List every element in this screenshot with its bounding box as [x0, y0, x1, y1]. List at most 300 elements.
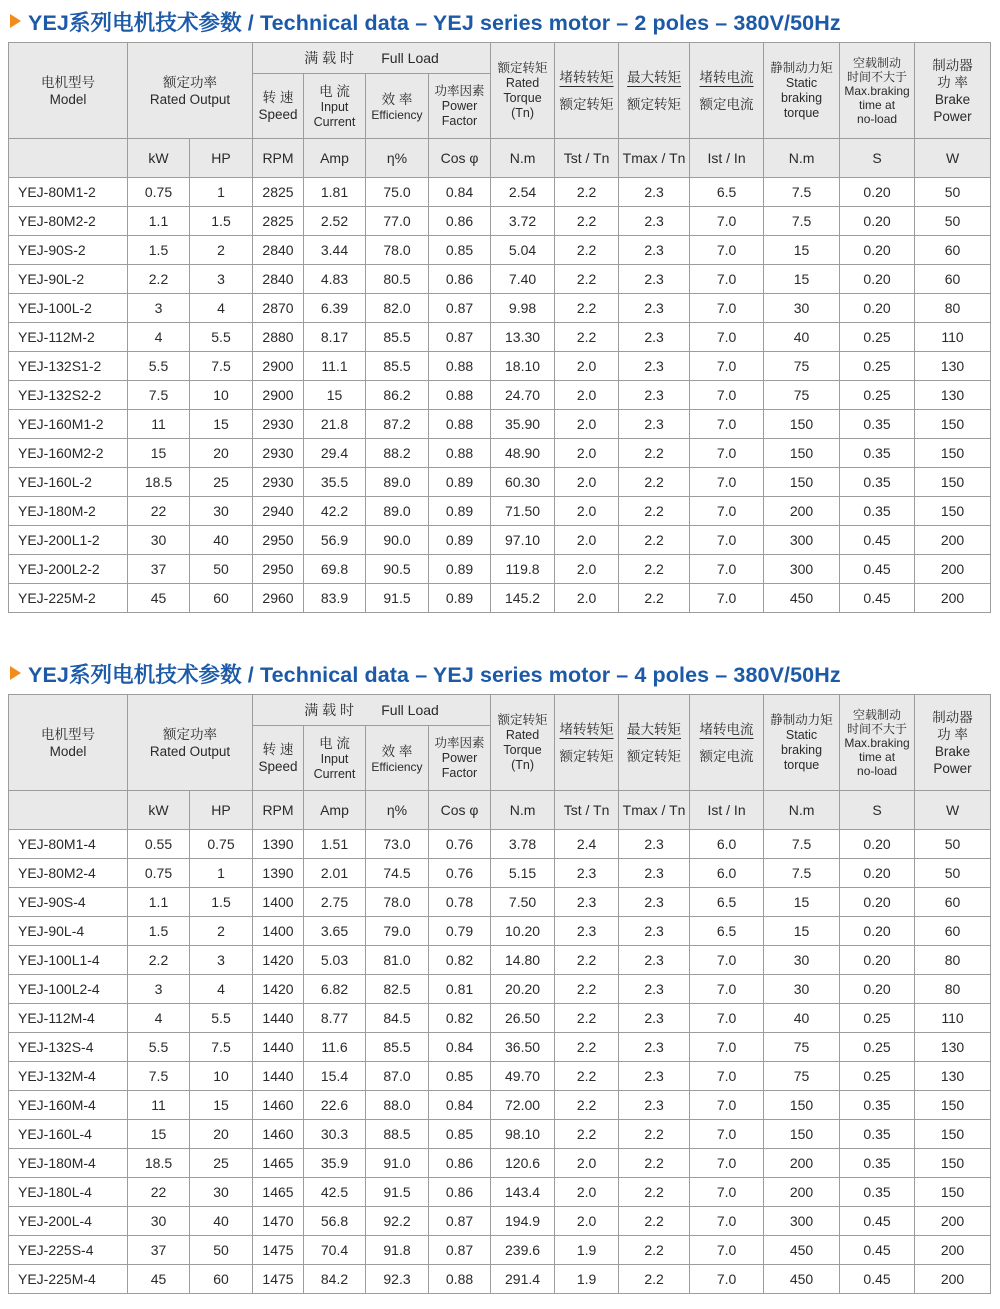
value-cell: 91.5 — [366, 584, 429, 613]
value-cell: 150 — [764, 468, 840, 497]
value-cell: 88.5 — [366, 1120, 429, 1149]
value-cell: 150 — [915, 410, 991, 439]
value-cell: 200 — [915, 555, 991, 584]
table-row — [9, 236, 991, 265]
header-pf-cn: 功率因素 — [434, 83, 485, 98]
value-cell: 7.0 — [690, 1265, 764, 1294]
value-cell: 0.45 — [840, 1207, 915, 1236]
table-row — [9, 584, 991, 613]
unit-cell: RPM — [253, 139, 304, 178]
table-row — [9, 1062, 991, 1091]
unit-cell: Ist / In — [690, 791, 764, 830]
value-cell: 10.20 — [491, 917, 555, 946]
header-locked-current — [690, 695, 764, 791]
value-cell: 1.1 — [128, 888, 190, 917]
header-current-en2: Current — [313, 114, 356, 129]
value-cell: 0.87 — [429, 1236, 491, 1265]
value-cell: 0.20 — [840, 888, 915, 917]
header-braking-time-en2: time at — [859, 97, 896, 112]
model-cell: YEJ-90S-2 — [9, 236, 128, 265]
value-cell: 5.5 — [128, 352, 190, 381]
table-row — [9, 946, 991, 975]
value-cell: 13.30 — [491, 323, 555, 352]
header-locked-current — [690, 43, 764, 139]
unit-cell: kW — [128, 139, 190, 178]
value-cell: 78.0 — [366, 236, 429, 265]
model-cell: YEJ-112M-4 — [9, 1004, 128, 1033]
model-cell: YEJ-132S-4 — [9, 1033, 128, 1062]
model-cell: YEJ-225M-4 — [9, 1265, 128, 1294]
value-cell: 130 — [915, 352, 991, 381]
value-cell: 450 — [764, 1265, 840, 1294]
header-power-factor — [429, 74, 491, 139]
header-brake-cn2: 功 率 — [937, 74, 968, 90]
header-static-cn: 静制动力矩 — [770, 60, 833, 75]
value-cell: 2.2 — [555, 265, 619, 294]
value-cell: 83.9 — [304, 584, 366, 613]
header-braking-time-en3: no-load — [857, 763, 898, 778]
value-cell: 2.3 — [619, 381, 690, 410]
value-cell: 25 — [190, 1149, 253, 1178]
table-row — [9, 917, 991, 946]
model-cell: YEJ-160M2-2 — [9, 439, 128, 468]
value-cell: 0.55 — [128, 830, 190, 859]
table-row — [9, 265, 991, 294]
value-cell: 81.0 — [366, 946, 429, 975]
value-cell: 0.85 — [429, 1120, 491, 1149]
header-static-en2: braking — [781, 742, 823, 757]
header-torque-en1: Rated — [505, 727, 540, 742]
value-cell: 15 — [764, 236, 840, 265]
value-cell: 2.3 — [619, 236, 690, 265]
value-cell: 7.0 — [690, 946, 764, 975]
value-cell: 0.76 — [429, 859, 491, 888]
value-cell: 110 — [915, 323, 991, 352]
table-row — [9, 526, 991, 555]
table-row — [9, 497, 991, 526]
table-body — [9, 178, 991, 613]
value-cell: 200 — [915, 1265, 991, 1294]
table-row — [9, 975, 991, 1004]
header-locked-current-cn2: 额定电流 — [699, 748, 754, 764]
value-cell: 2.2 — [555, 1091, 619, 1120]
value-cell: 0.85 — [429, 236, 491, 265]
header-static-braking — [764, 695, 840, 791]
header-braking-time-cn1: 空载制动 — [853, 707, 902, 722]
value-cell: 75 — [764, 1033, 840, 1062]
value-cell: 4 — [190, 294, 253, 323]
value-cell: 2.0 — [555, 1207, 619, 1236]
value-cell: 50 — [915, 859, 991, 888]
value-cell: 50 — [190, 555, 253, 584]
value-cell: 1475 — [253, 1236, 304, 1265]
unit-cell: N.m — [764, 791, 840, 830]
unit-cell: Cos φ — [429, 139, 491, 178]
section-title-row — [0, 0, 1000, 42]
table-row — [9, 294, 991, 323]
unit-cell: kW — [128, 791, 190, 830]
table-row — [9, 1265, 991, 1294]
value-cell: 14.80 — [491, 946, 555, 975]
value-cell: 300 — [764, 526, 840, 555]
value-cell: 30.3 — [304, 1120, 366, 1149]
model-cell: YEJ-132S2-2 — [9, 381, 128, 410]
value-cell: 18.10 — [491, 352, 555, 381]
value-cell: 0.78 — [429, 888, 491, 917]
value-cell: 7.0 — [690, 1033, 764, 1062]
value-cell: 30 — [764, 946, 840, 975]
header-rated-torque — [491, 695, 555, 791]
value-cell: 6.5 — [690, 178, 764, 207]
model-cell: YEJ-80M1-2 — [9, 178, 128, 207]
value-cell: 7.0 — [690, 236, 764, 265]
value-cell: 5.03 — [304, 946, 366, 975]
value-cell: 37 — [128, 555, 190, 584]
header-model — [9, 43, 128, 139]
value-cell: 75 — [764, 381, 840, 410]
value-cell: 2 — [190, 236, 253, 265]
value-cell: 91.0 — [366, 1149, 429, 1178]
value-cell: 4 — [128, 1004, 190, 1033]
value-cell: 0.35 — [840, 410, 915, 439]
header-current-en2: Current — [313, 766, 356, 781]
header-brake-power — [915, 695, 991, 791]
value-cell: 80 — [915, 975, 991, 1004]
model-cell: YEJ-90L-2 — [9, 265, 128, 294]
value-cell: 1400 — [253, 888, 304, 917]
header-efficiency-en: Efficiency — [371, 107, 423, 122]
value-cell: 56.9 — [304, 526, 366, 555]
section-4-poles — [0, 652, 1000, 694]
header-model-cn: 电机型号 — [41, 74, 95, 90]
value-cell: 15 — [304, 381, 366, 410]
value-cell: 2.2 — [555, 207, 619, 236]
model-cell: YEJ-180M-2 — [9, 497, 128, 526]
value-cell: 3 — [128, 975, 190, 1004]
value-cell: 7.0 — [690, 439, 764, 468]
value-cell: 1 — [190, 859, 253, 888]
value-cell: 36.50 — [491, 1033, 555, 1062]
value-cell: 2.2 — [619, 1236, 690, 1265]
value-cell: 150 — [915, 1149, 991, 1178]
value-cell: 0.79 — [429, 917, 491, 946]
value-cell: 30 — [190, 497, 253, 526]
value-cell: 0.35 — [840, 1149, 915, 1178]
value-cell: 85.5 — [366, 323, 429, 352]
unit-cell: W — [915, 139, 991, 178]
value-cell: 0.88 — [429, 1265, 491, 1294]
value-cell: 91.8 — [366, 1236, 429, 1265]
value-cell: 97.10 — [491, 526, 555, 555]
value-cell: 7.0 — [690, 584, 764, 613]
value-cell: 2.3 — [619, 888, 690, 917]
value-cell: 15 — [764, 888, 840, 917]
value-cell: 85.5 — [366, 1033, 429, 1062]
value-cell: 20 — [190, 1120, 253, 1149]
value-cell: 2940 — [253, 497, 304, 526]
value-cell: 0.84 — [429, 178, 491, 207]
header-speed-cn: 转 速 — [262, 90, 294, 105]
value-cell: 6.0 — [690, 830, 764, 859]
header-pf-en2: Factor — [441, 113, 478, 128]
value-cell: 2.75 — [304, 888, 366, 917]
value-cell: 40 — [764, 323, 840, 352]
value-cell: 2840 — [253, 236, 304, 265]
value-cell: 7.5 — [764, 830, 840, 859]
model-cell: YEJ-200L-4 — [9, 1207, 128, 1236]
header-locked-torque — [555, 43, 619, 139]
value-cell: 120.6 — [491, 1149, 555, 1178]
value-cell: 7.0 — [690, 207, 764, 236]
table-row — [9, 1004, 991, 1033]
header-speed — [253, 726, 304, 791]
value-cell: 45 — [128, 1265, 190, 1294]
value-cell: 98.10 — [491, 1120, 555, 1149]
value-cell: 82.0 — [366, 294, 429, 323]
value-cell: 2.2 — [128, 946, 190, 975]
value-cell: 2.3 — [619, 207, 690, 236]
unit-cell: Cos φ — [429, 791, 491, 830]
value-cell: 200 — [915, 1207, 991, 1236]
value-cell: 0.89 — [429, 555, 491, 584]
value-cell: 0.87 — [429, 323, 491, 352]
header-model-unit-blank — [9, 791, 128, 830]
value-cell: 37 — [128, 1236, 190, 1265]
value-cell: 0.82 — [429, 1004, 491, 1033]
unit-cell: S — [840, 139, 915, 178]
value-cell: 0.82 — [429, 946, 491, 975]
table-row — [9, 1236, 991, 1265]
value-cell: 2.2 — [555, 1062, 619, 1091]
value-cell: 2.52 — [304, 207, 366, 236]
value-cell: 2.2 — [619, 1149, 690, 1178]
value-cell: 1465 — [253, 1149, 304, 1178]
table-row — [9, 381, 991, 410]
value-cell: 1.5 — [190, 888, 253, 917]
model-cell: YEJ-80M1-4 — [9, 830, 128, 859]
value-cell: 15 — [764, 265, 840, 294]
header-current-en1: Input — [320, 751, 349, 766]
value-cell: 150 — [915, 1091, 991, 1120]
table-row — [9, 468, 991, 497]
value-cell: 200 — [915, 1236, 991, 1265]
value-cell: 22.6 — [304, 1091, 366, 1120]
header-max-torque-cn2: 额定转矩 — [627, 96, 682, 112]
value-cell: 2825 — [253, 207, 304, 236]
value-cell: 48.90 — [491, 439, 555, 468]
header-current — [304, 726, 366, 791]
value-cell: 0.88 — [429, 439, 491, 468]
value-cell: 7.0 — [690, 1149, 764, 1178]
value-cell: 7.0 — [690, 410, 764, 439]
model-cell: YEJ-132S1-2 — [9, 352, 128, 381]
value-cell: 60 — [190, 584, 253, 613]
value-cell: 130 — [915, 1033, 991, 1062]
table-row — [9, 859, 991, 888]
value-cell: 194.9 — [491, 1207, 555, 1236]
value-cell: 6.5 — [690, 888, 764, 917]
triangle-bullet-icon — [10, 666, 21, 680]
table-row — [9, 439, 991, 468]
value-cell: 0.35 — [840, 468, 915, 497]
model-cell: YEJ-80M2-4 — [9, 859, 128, 888]
value-cell: 11.1 — [304, 352, 366, 381]
header-speed — [253, 74, 304, 139]
value-cell: 24.70 — [491, 381, 555, 410]
value-cell: 7.5 — [764, 859, 840, 888]
header-locked-torque-cn2: 额定转矩 — [559, 96, 614, 112]
value-cell: 2870 — [253, 294, 304, 323]
value-cell: 15 — [190, 410, 253, 439]
unit-cell: S — [840, 791, 915, 830]
value-cell: 6.82 — [304, 975, 366, 1004]
value-cell: 150 — [764, 410, 840, 439]
header-current-en1: Input — [320, 99, 349, 114]
value-cell: 2.2 — [619, 555, 690, 584]
value-cell: 7.0 — [690, 526, 764, 555]
value-cell: 6.5 — [690, 917, 764, 946]
header-brake-en2: Power — [933, 108, 972, 124]
value-cell: 0.76 — [429, 830, 491, 859]
triangle-bullet-icon — [10, 14, 21, 28]
value-cell: 7.0 — [690, 497, 764, 526]
value-cell: 7.0 — [690, 975, 764, 1004]
value-cell: 1.9 — [555, 1265, 619, 1294]
unit-cell: Tst / Tn — [555, 791, 619, 830]
value-cell: 300 — [764, 555, 840, 584]
value-cell: 2.2 — [619, 526, 690, 555]
table-row — [9, 323, 991, 352]
value-cell: 50 — [915, 207, 991, 236]
value-cell: 7.0 — [690, 1178, 764, 1207]
value-cell: 0.89 — [429, 526, 491, 555]
header-max-torque — [619, 43, 690, 139]
value-cell: 7.0 — [690, 381, 764, 410]
header-full-load-cn: 满 载 时 — [304, 702, 354, 718]
value-cell: 2.0 — [555, 1149, 619, 1178]
value-cell: 2.2 — [555, 1033, 619, 1062]
model-cell: YEJ-112M-2 — [9, 323, 128, 352]
value-cell: 40 — [764, 1004, 840, 1033]
value-cell: 2.0 — [555, 497, 619, 526]
value-cell: 7.0 — [690, 1004, 764, 1033]
value-cell: 86.2 — [366, 381, 429, 410]
table-row — [9, 410, 991, 439]
value-cell: 450 — [764, 1236, 840, 1265]
model-cell: YEJ-132M-4 — [9, 1062, 128, 1091]
value-cell: 87.2 — [366, 410, 429, 439]
value-cell: 4 — [190, 975, 253, 1004]
value-cell: 72.00 — [491, 1091, 555, 1120]
value-cell: 2950 — [253, 555, 304, 584]
unit-cell: Amp — [304, 791, 366, 830]
value-cell: 2.2 — [555, 236, 619, 265]
header-brake-cn2: 功 率 — [937, 726, 968, 742]
value-cell: 0.20 — [840, 946, 915, 975]
value-cell: 6.0 — [690, 859, 764, 888]
value-cell: 0.88 — [429, 352, 491, 381]
value-cell: 7.5 — [128, 381, 190, 410]
value-cell: 0.81 — [429, 975, 491, 1004]
value-cell: 150 — [764, 1091, 840, 1120]
value-cell: 450 — [764, 584, 840, 613]
header-braking-time-en1: Max.braking — [844, 735, 910, 750]
header-model — [9, 695, 128, 791]
value-cell: 2.0 — [555, 1178, 619, 1207]
value-cell: 0.86 — [429, 1149, 491, 1178]
model-cell: YEJ-200L2-2 — [9, 555, 128, 584]
value-cell: 79.0 — [366, 917, 429, 946]
value-cell: 2.4 — [555, 830, 619, 859]
value-cell: 0.84 — [429, 1091, 491, 1120]
header-static-en2: braking — [781, 90, 823, 105]
header-rated-output-en: Rated Output — [149, 91, 231, 107]
value-cell: 1.51 — [304, 830, 366, 859]
header-braking-time-en1: Max.braking — [844, 83, 910, 98]
value-cell: 60 — [190, 1265, 253, 1294]
header-brake-cn1: 制动器 — [932, 57, 973, 73]
value-cell: 2.3 — [619, 323, 690, 352]
value-cell: 22 — [128, 497, 190, 526]
value-cell: 0.20 — [840, 917, 915, 946]
value-cell: 92.2 — [366, 1207, 429, 1236]
value-cell: 2.0 — [555, 381, 619, 410]
value-cell: 40 — [190, 1207, 253, 1236]
header-speed-en: Speed — [258, 759, 298, 774]
header-torque-en3: (Tn) — [511, 105, 534, 120]
value-cell: 82.5 — [366, 975, 429, 1004]
value-cell: 45 — [128, 584, 190, 613]
value-cell: 7.0 — [690, 555, 764, 584]
header-speed-en: Speed — [258, 107, 298, 122]
value-cell: 0.35 — [840, 439, 915, 468]
header-torque-en2: Torque — [503, 742, 542, 757]
value-cell: 2.0 — [555, 352, 619, 381]
value-cell: 0.88 — [429, 381, 491, 410]
model-cell: YEJ-225S-4 — [9, 1236, 128, 1265]
value-cell: 1.9 — [555, 1236, 619, 1265]
value-cell: 239.6 — [491, 1236, 555, 1265]
value-cell: 2.3 — [619, 946, 690, 975]
value-cell: 56.8 — [304, 1207, 366, 1236]
section-title-row — [0, 652, 1000, 694]
value-cell: 0.25 — [840, 1004, 915, 1033]
header-locked-torque-cn1: 堵转转矩 — [559, 69, 614, 85]
header-locked-current-cn1: 堵转电流 — [699, 721, 754, 737]
unit-cell: W — [915, 791, 991, 830]
header-efficiency-cn: 效 率 — [381, 91, 413, 107]
value-cell: 30 — [764, 975, 840, 1004]
value-cell: 3.44 — [304, 236, 366, 265]
value-cell: 35.90 — [491, 410, 555, 439]
value-cell: 1475 — [253, 1265, 304, 1294]
header-power-factor — [429, 726, 491, 791]
unit-cell: Tst / Tn — [555, 139, 619, 178]
table-row — [9, 830, 991, 859]
header-full-load — [253, 695, 491, 726]
value-cell: 1460 — [253, 1120, 304, 1149]
value-cell: 2.2 — [555, 1120, 619, 1149]
header-current-cn: 电 流 — [319, 735, 350, 751]
value-cell: 2.3 — [619, 1091, 690, 1120]
value-cell: 0.86 — [429, 1178, 491, 1207]
value-cell: 7.5 — [190, 352, 253, 381]
value-cell: 3 — [128, 294, 190, 323]
value-cell: 1.81 — [304, 178, 366, 207]
value-cell: 2950 — [253, 526, 304, 555]
value-cell: 1.5 — [190, 207, 253, 236]
value-cell: 0.87 — [429, 1207, 491, 1236]
